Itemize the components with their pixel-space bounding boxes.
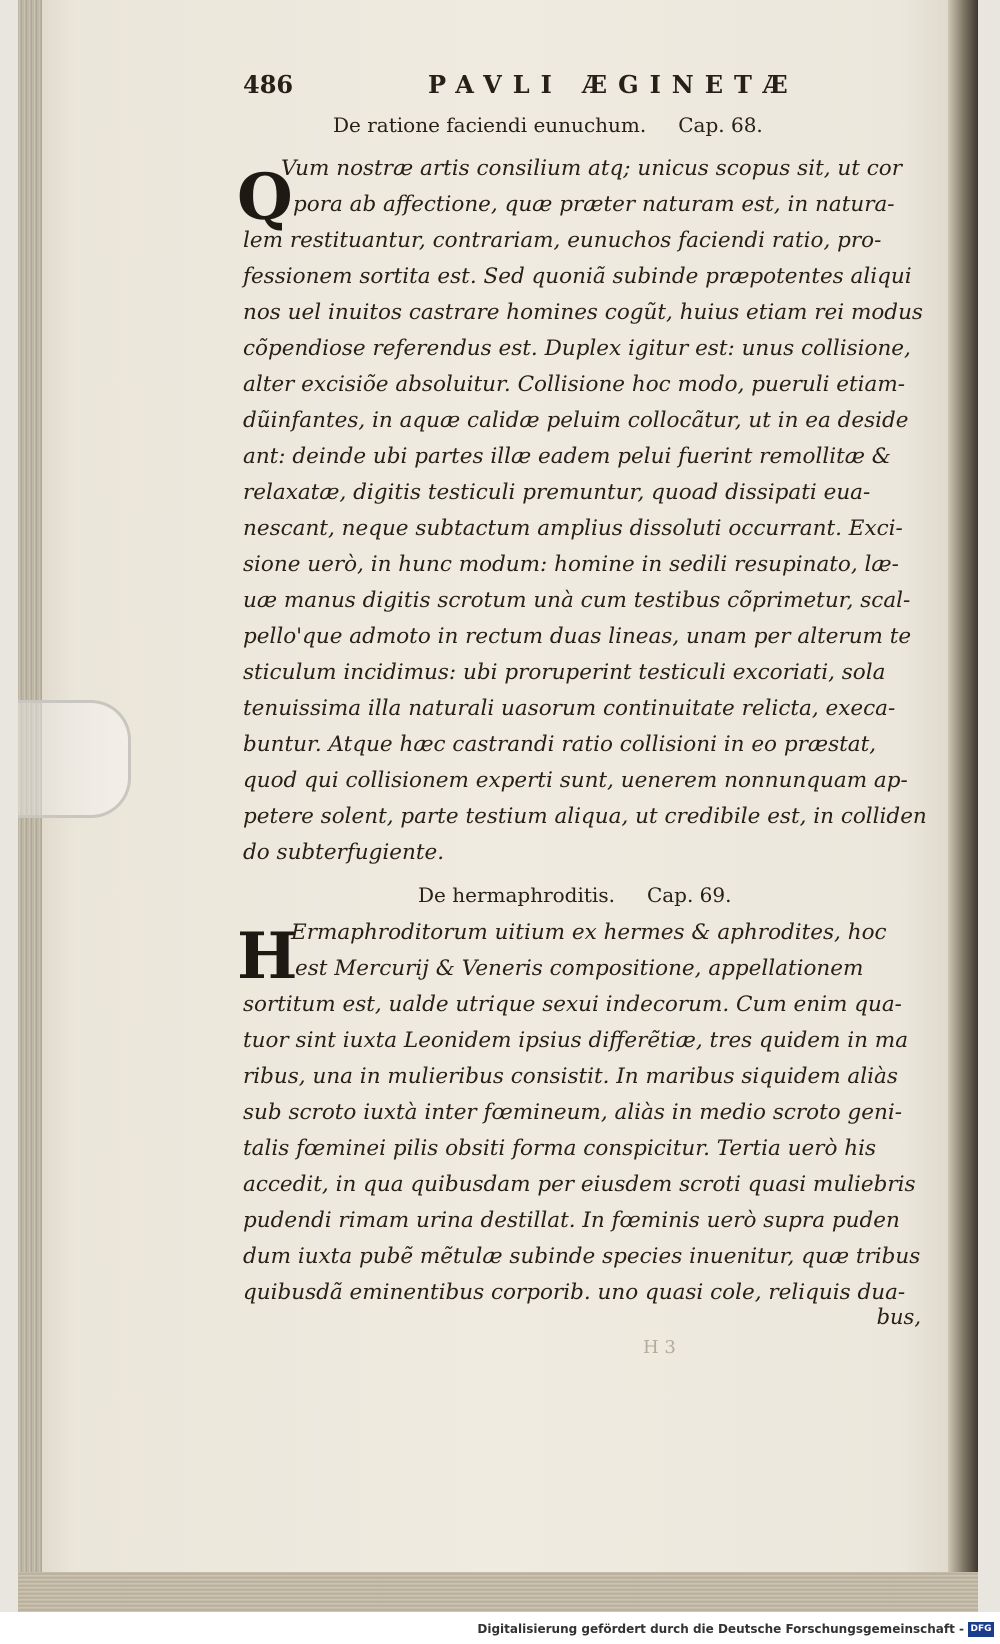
text-line: uæ manus digitis scrotum unà cum testibus cõprimetur, scal-	[243, 588, 911, 613]
text-line: Ermaphroditorum uitium ex hermes & aphrodites, hoc	[291, 920, 887, 945]
text-line: petere solent, parte testium aliqua, ut credibile est, in colliden	[243, 804, 927, 829]
text-line: sortitum est, ualde utrique sexui indecorum. Cum enim qua-	[243, 992, 902, 1017]
text-line: alter excisiõe absoluitur. Collisione hoc modo, pueruli etiam-	[243, 372, 905, 397]
dfg-logo-icon: DFG	[968, 1622, 994, 1637]
text-line: cõpendiose referendus est. Duplex igitur est: unus collisione,	[243, 336, 911, 361]
chapter-69-title: De hermaphroditis.	[418, 883, 615, 907]
text-line: fessionem sortita est. Sed quoniã subinde præpotentes aliqui	[243, 264, 912, 289]
footer-credit: Digitalisierung gefördert durch die Deutsche Forschungsgemeinschaft -	[477, 1622, 964, 1636]
text-line: Vum nostræ artis consilium atq; unicus scopus sit, ut cor	[281, 156, 902, 181]
text-line: tenuissima illa naturali uasorum continuitate relicta, execa-	[243, 696, 896, 721]
chapter-68-title: De ratione faciendi eunuchum.	[333, 113, 647, 137]
text-line: tuor sint iuxta Leonidem ipsius differẽtiæ, tres quidem in ma	[243, 1028, 909, 1053]
text-line: quibusdã eminentibus corporib. uno quasi cole, reliquis dua-	[243, 1280, 906, 1305]
text-line: pello'que admoto in rectum duas lineas, unam per alterum te	[243, 624, 912, 649]
text-line: lem restituantur, contrariam, eunuchos faciendi ratio, pro-	[243, 228, 882, 253]
text-line: nescant, neque subtactum amplius dissoluti occurrant. Exci-	[243, 516, 903, 541]
chapter-68-cap: Cap. 68.	[678, 113, 763, 137]
drop-cap-h: H	[237, 919, 298, 994]
text-line: sticulum incidimus: ubi proruperint testiculi excoriati, sola	[243, 660, 886, 685]
page-clip	[18, 700, 131, 818]
text-line: est Mercurij & Veneris compositione, appellationem	[295, 956, 864, 981]
drop-cap-q: Q	[237, 160, 293, 235]
chapter-69-heading	[418, 882, 732, 908]
text-line: sub scroto iuxtà inter fœmineum, aliàs in medio scroto geni-	[243, 1100, 903, 1125]
digitization-footer	[0, 1612, 1000, 1644]
book-spine	[948, 0, 978, 1612]
page-header	[243, 70, 923, 114]
page-number: 486	[243, 70, 294, 99]
text-line: pudendi rimam urina destillat. In fœminis uerò supra puden	[243, 1208, 900, 1233]
text-line: quod qui collisionem experti sunt, uenerem nonnunquam ap-	[243, 768, 908, 793]
text-line: pora ab affectione, quæ præter naturam est, in natura-	[293, 192, 895, 217]
text-line: dũinfantes, in aquæ calidæ peluim collocãtur, ut in ea deside	[243, 408, 909, 433]
text-line: accedit, in qua quibusdam per eiusdem scroti quasi muliebris	[243, 1172, 916, 1197]
running-title: PAVLI ÆGINETÆ	[428, 70, 799, 99]
catchword: bus,	[876, 1305, 921, 1329]
text-line: do subterfugiente.	[243, 840, 445, 865]
page-edges-bottom	[18, 1572, 978, 1612]
book-page	[18, 0, 978, 1612]
text-line: sione uerò, in hunc modum: homine in sedili resupinato, læ-	[243, 552, 899, 577]
signature-mark: H 3	[643, 1337, 676, 1358]
chapter-68-heading	[333, 112, 763, 138]
text-line: dum iuxta pubẽ mẽtulæ subinde species inuenitur, quæ tribus	[243, 1244, 921, 1269]
text-line: talis fœminei pilis obsiti forma conspicitur. Tertia uerò his	[243, 1136, 877, 1161]
chapter-69-cap: Cap. 69.	[646, 883, 732, 907]
text-line: nos uel inuitos castrare homines cogũt, huius etiam rei modus	[243, 300, 923, 325]
text-line: relaxatæ, digitis testiculi premuntur, quoad dissipati eua-	[243, 480, 871, 505]
text-line: ribus, una in mulieribus consistit. In maribus siquidem aliàs	[243, 1064, 898, 1089]
text-line: ant: deinde ubi partes illæ eadem pelui fuerint remollitæ &	[243, 444, 891, 469]
text-line: buntur. Atque hæc castrandi ratio collisioni in eo præstat,	[243, 732, 877, 757]
